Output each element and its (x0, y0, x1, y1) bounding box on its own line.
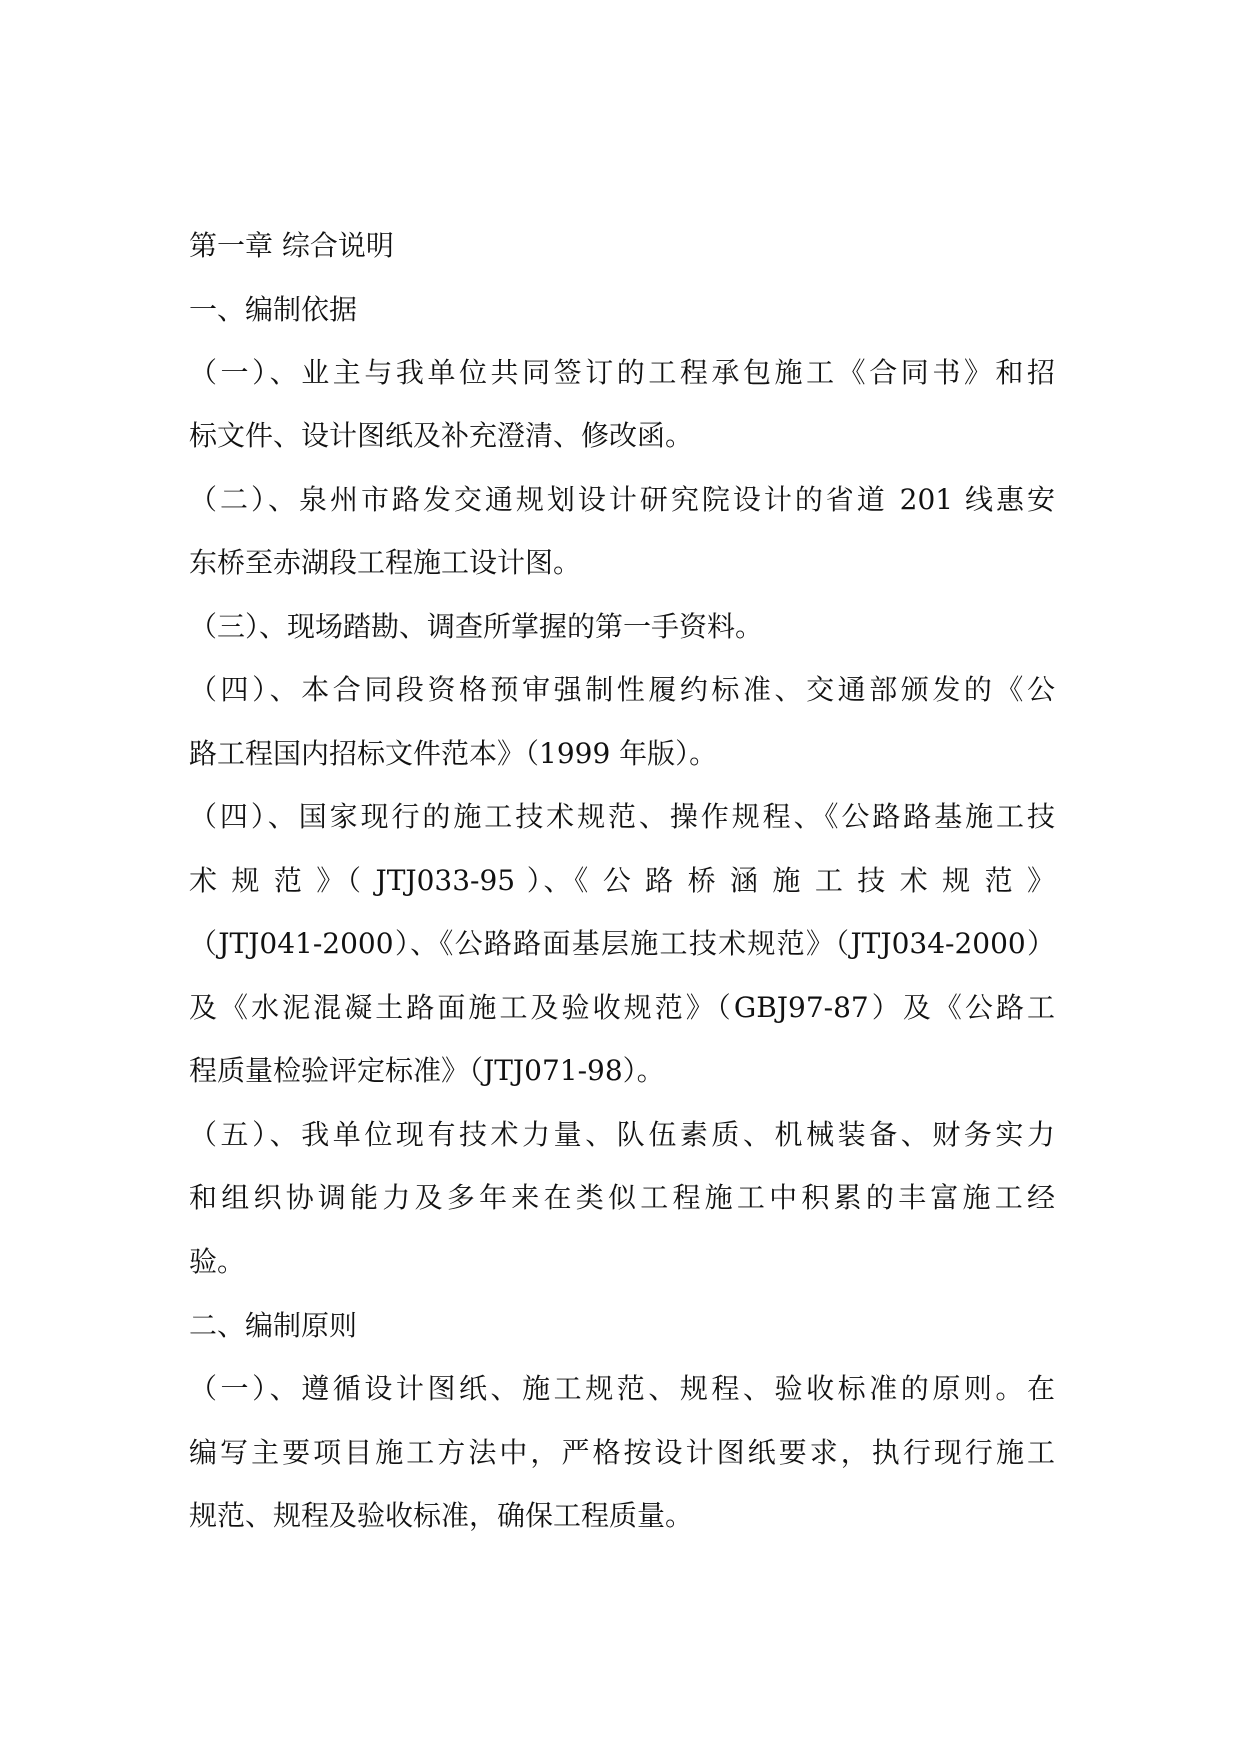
text-line: 东桥至赤湖段工程施工设计图。 (189, 546, 582, 579)
text-line: 规范、规程及验收标准，确保工程质量。 (189, 1499, 694, 1532)
text-line: 程质量检验评定标准》（JTJ071-98）。 (189, 1054, 665, 1087)
text-line: 路工程国内招标文件范本》（1999 年版）。 (189, 737, 718, 770)
text-line: 和组织协调能力及多年来在类似工程施工中积累的丰富施工经 (189, 1181, 1055, 1214)
text-line: 标文件、设计图纸及补充澄清、修改函。 (189, 419, 694, 452)
text-line: （一）、遵循设计图纸、施工规范、规程、验收标准的原则。在 (189, 1372, 1055, 1405)
text-line: （二）、泉州市路发交通规划设计研究院设计的省道 201 线惠安 (189, 483, 1055, 516)
text-line: 术 规 范 》（ JTJ033-95 ）、《 公 路 桥 涵 施 工 技 术 规 范 》 (189, 864, 1055, 897)
text-line: （一）、业主与我单位共同签订的工程承包施工《合同书》和招 (189, 356, 1055, 389)
text-line: 验。 (189, 1245, 246, 1278)
section-heading-principles: 二、编制原则 (189, 1309, 358, 1342)
text-line: （四）、国家现行的施工技术规范、操作规程、《公路路基施工技 (189, 800, 1055, 833)
text-line: （四）、本合同段资格预审强制性履约标准、交通部颁发的《公 (189, 673, 1055, 706)
chapter-title: 第一章 综合说明 (189, 229, 394, 262)
text-line: 及《水泥混凝土路面施工及验收规范》（GBJ97-87）及《公路工 (189, 991, 1055, 1024)
text-line: （JTJ041-2000）、《公路路面基层施工技术规范》（JTJ034-2000） (189, 927, 1055, 960)
text-line: （三）、现场踏勘、调查所掌握的第一手资料。 (189, 610, 764, 643)
text-line: （五）、我单位现有技术力量、队伍素质、机械装备、财务实力 (189, 1118, 1055, 1151)
text-line: 编写主要项目施工方法中，严格按设计图纸要求，执行现行施工 (189, 1436, 1055, 1469)
section-heading-basis: 一、编制依据 (189, 293, 358, 326)
